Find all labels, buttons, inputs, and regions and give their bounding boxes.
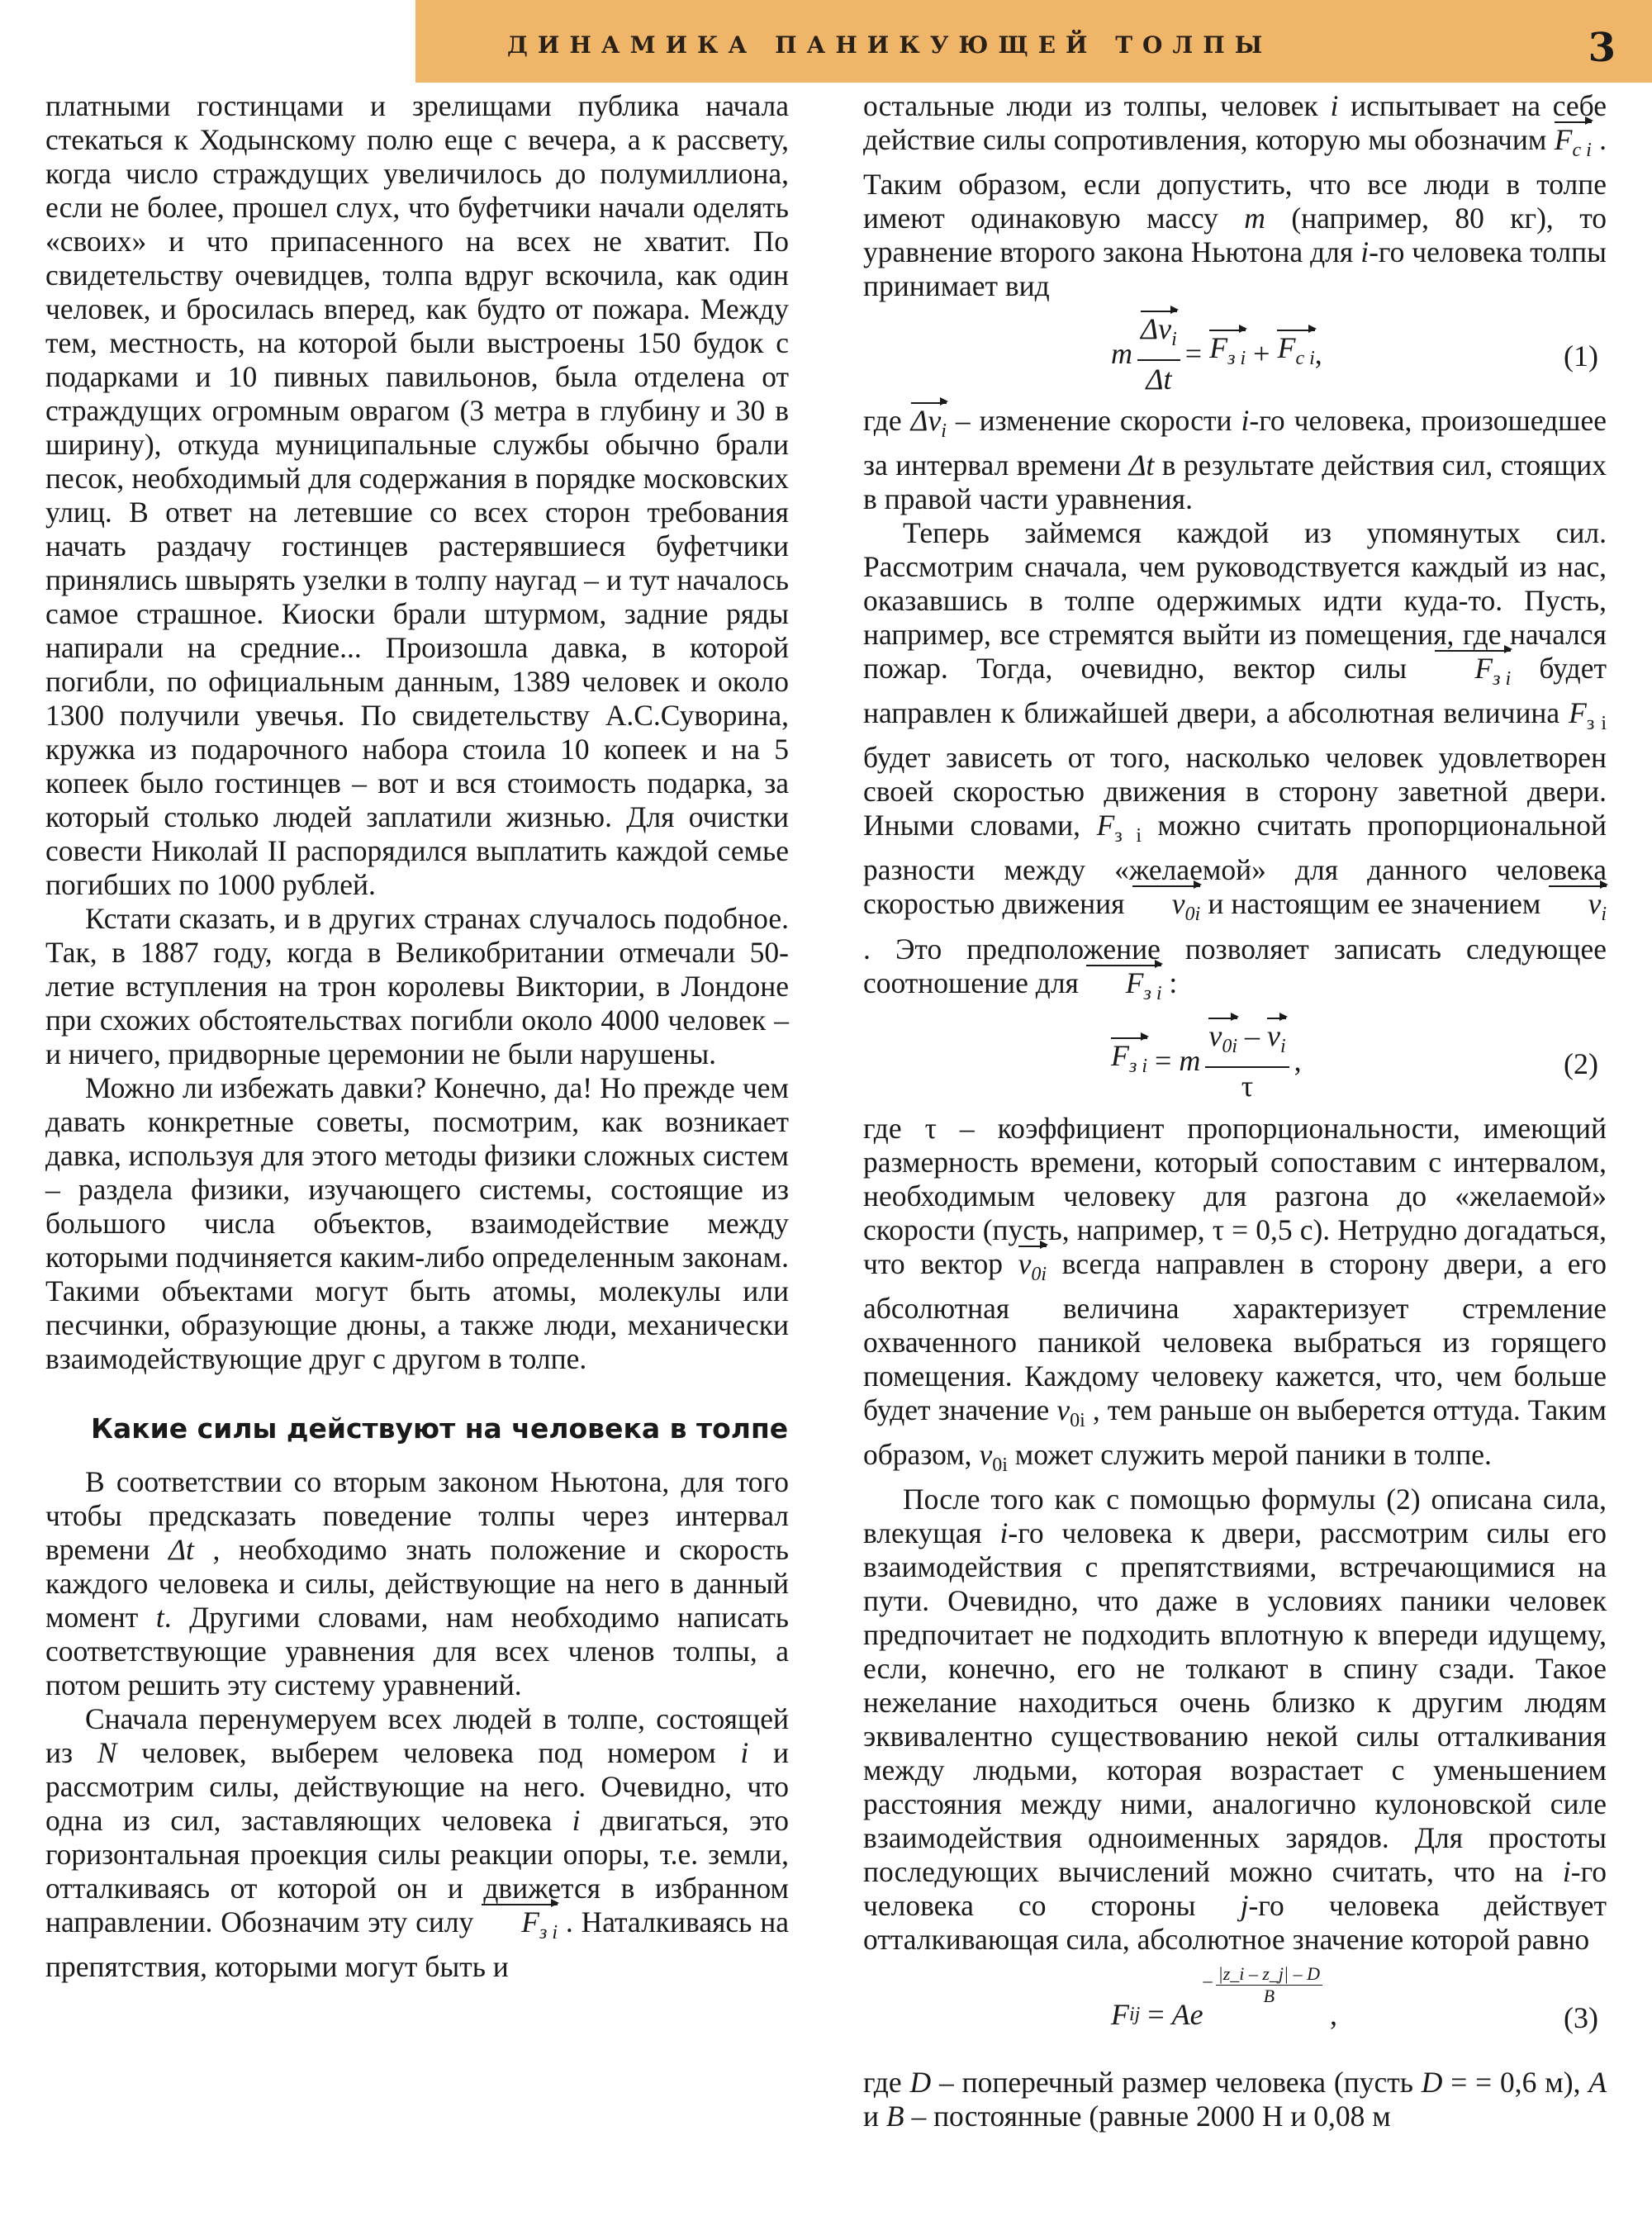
right-column bbox=[863, 89, 1607, 2204]
paragraph: Можно ли избежать давки? Конечно, да! Но прежде чем давать конкретные советы, посмотрим, как возникает давка, используя для этого методы физики сложных систем – раздела физики, изучающего системы, состоящие из большого числа объектов, взаимодействие между которыми подчиняется каким-либо определенным законам. Такими объектами могут быть атомы, молекулы или песчинки, образующие дюны, а также люди, механически взаимодействующие друг с другом в толпе. bbox=[45, 1071, 789, 1375]
vector-symbol: $F_{c i}$ bbox=[1277, 331, 1314, 376]
page-number: 3 bbox=[1588, 25, 1616, 71]
equation-2: $F_{з i}$ = m $\frac{v_{0i} - v_i}{\tau}$ , (2) bbox=[1111, 1019, 1598, 1103]
equation-3: F ij = A e – |z_i – z_j| – D B , (3) bbox=[1111, 1963, 1598, 2034]
vector-symbol: $v_{0i}$ bbox=[1132, 887, 1200, 932]
vector-symbol: $\Delta v_i$ bbox=[1141, 312, 1177, 356]
paragraph: Кстати сказать, и в других странах случалось подобное. Так, в 1887 году, когда в Великобритании отмечали 50-летие вступления на трон королевы Виктории, в Лондоне при схожих обстоятельствах погибли около 4000 человек – и ничего, придворные церемонии не были нарушены. bbox=[45, 902, 789, 1070]
vector-symbol: $F_{c i}$ bbox=[1555, 123, 1592, 168]
equation-1: m $\frac{\Delta v_i}{\Delta t}$ = $F_{з i}$ + $F_{c i}$ , (1) bbox=[1111, 311, 1598, 396]
running-title: ДИНАМИКА ПАНИКУЮЩЕЙ ТОЛПЫ bbox=[507, 31, 1273, 59]
section-heading: Какие силы действуют на человека в толпе bbox=[91, 1412, 789, 1445]
vector-symbol: $v_i$ bbox=[1267, 1019, 1286, 1063]
vector-symbol: $v_i$ bbox=[1549, 887, 1607, 932]
paragraph: платными гостинцами и зрелищами публика начала стекаться к Ходынскому полю еще с вечера, а к рассвету, когда число страждущих увеличилось до полумиллиона, если не более, прошел слух, что буфетчики начали оделять «своих» и что припасенного на всех не хватит. По свидетельству очевидцев, толпа вдруг вскочила, как один человек, и бросилась вперед, как будто от пожара. Между тем, местность, на которой были выстроены 150 будок с подарками и 10 пивных павильонов, была отделена от страждущих огромным оврагом (3 метра в глубину и 30 в ширину), откуда муниципальные службы обычно брали песок, необходимый для содержания в порядке московских улиц. В ответ на летевшие со всех сторон требования начать раздачу гостинцев растерявшиеся буфетчики принялись швырять узелки в толпу наугад – и тут началось самое страшное. Киоски брали штурмом, задние ряды напирали на средние... Произошла давка, в которой погибли, по официальным данным, 1389 человек и около 1300 получили увечья. По свидетельству А.С.Суворина, кружка из подарочного набора стоила 10 копеек и на 5 копеек было гостинцев – вот и вся стоимость подарка, за который столько людей заплатили жизнью. Для очистки совести Николай II распорядился выплатить каждой семье погибших по 1000 рублей. bbox=[45, 89, 789, 901]
equation-number: (1) bbox=[1564, 339, 1598, 373]
paragraph: где τ – коэффициент пропорциональности, имеющий размерность времени, который сопоставим с интервалом, необходимым человеку для разгона до «желаемой» скорости (пусть, например, τ = 0,5 с). Нетрудно догадаться, что вектор $v_{0i}$ всегда направлен в сторону двери, а его абсолютная величина характеризует стремление охваченного паникой человека выбраться из горящего помещения. Каждому человеку кажется, что, чем больше будет значение $v_{0i}$ , тем раньше он выберется оттуда. Таким образом, $v_{0i}$ может служить мерой паники в толпе. bbox=[863, 1111, 1607, 1476]
vector-symbol: $F_{з i}$ bbox=[1435, 652, 1511, 696]
paragraph: После того как с помощью формулы (2) описана сила, влекущая i-го человека к двери, рассмотрим силы его взаимодействия с препятствиями, встречающимися на пути. Очевидно, что даже в условиях паники человек предпочитает не подходить вплотную к впереди идущему, если, конечно, его не толкают в спину сзади. Такое нежелание находиться очень близко к другим людям эквивалентно существованию некой силы отталкивания между людьми, которая возрастает с уменьшением расстояния между ними, аналогично кулоновской силе взаимодействия одноименных зарядов. Для простоты последующих вычислений можно считать, что на i-го человека со стороны j-го человека действует отталкивающая сила, абсолютное значение которой равно bbox=[863, 1482, 1607, 1956]
equation-number: (2) bbox=[1564, 1046, 1598, 1080]
paragraph: В соответствии со вторым законом Ньютона, для того чтобы предсказать поведение толпы через интервал времени Δt , необходимо знать положение и скорость каждого человека и силы, действующие на него в данный момент t. Другими словами, нам необходимо написать соответствующие уравнения для всех членов толпы, а потом решить эту систему уравнений. bbox=[45, 1465, 789, 1701]
paragraph: где $\Delta v_i$ – изменение скорости i-го человека, произошедшее за интервал времени Δt в результате действия сил, стоящих в правой части уравнения. bbox=[863, 404, 1607, 516]
vector-symbol: $\Delta v_i$ bbox=[911, 404, 947, 448]
equation-number: (3) bbox=[1564, 2000, 1598, 2034]
paragraph: Сначала перенумеруем всех людей в толпе, состоящей из N человек, выберем человека под номером i и рассмотрим силы, действующие на него. Очевидно, что одна из сил, заставляющих человека i двигаться, это горизонтальная проекция силы реакции опоры, т.е. земли, отталкиваясь от которой он и движется в избранном направлении. Обозначим эту силу $F_{з i}$ . Наталкиваясь на препятствия, которыми могут быть и bbox=[45, 1702, 789, 1984]
paragraph: остальные люди из толпы, человек i испытывает на себе действие силы сопротивления, которую мы обозначим $F_{c i}$ . Таким образом, если допустить, что все люди в толпе имеют одинаковую массу m (например, 80 кг), то уравнение второго закона Ньютона для i-го человека толпы принимает вид bbox=[863, 89, 1607, 303]
vector-symbol: $F_{з i}$ bbox=[1209, 331, 1246, 376]
vector-symbol: $F_{з i}$ bbox=[1111, 1039, 1147, 1084]
left-column bbox=[45, 89, 789, 2204]
vector-symbol: $v_{0i}$ bbox=[1018, 1247, 1047, 1292]
vector-symbol: $F_{з i}$ bbox=[482, 1905, 558, 1950]
vector-symbol: $F_{з i}$ bbox=[1086, 966, 1162, 1011]
paragraph: Теперь займемся каждой из упомянутых сил. Рассмотрим сначала, чем руководствуется каждый из нас, оказавшись в толпе одержимых идти куда-то. Пусть, например, все стремятся выйти из помещения, где начался пожар. Тогда, очевидно, вектор силы $F_{з i}$ будет направлен к ближайшей двери, а абсолютная величина $F_{з i}$ будет зависеть от того, насколько человек удовлетворен своей скоростью движения в сторону заветной двери. Иными словами, $F_{з i}$ можно считать пропорциональной разности между «желаемой» для данного человека скоростью движения $v_{0i}$ и настоящим ее значением $v_i$ . Это предположение позволяет записать следующее соотношение для $F_{з i}$ : bbox=[863, 516, 1607, 1010]
paragraph: где D – поперечный размер человека (пусть D = = 0,6 м), A и B – постоянные (равные 2000 Н и 0,08 м bbox=[863, 2065, 1607, 2133]
vector-symbol: $v_{0i}$ bbox=[1208, 1019, 1237, 1063]
